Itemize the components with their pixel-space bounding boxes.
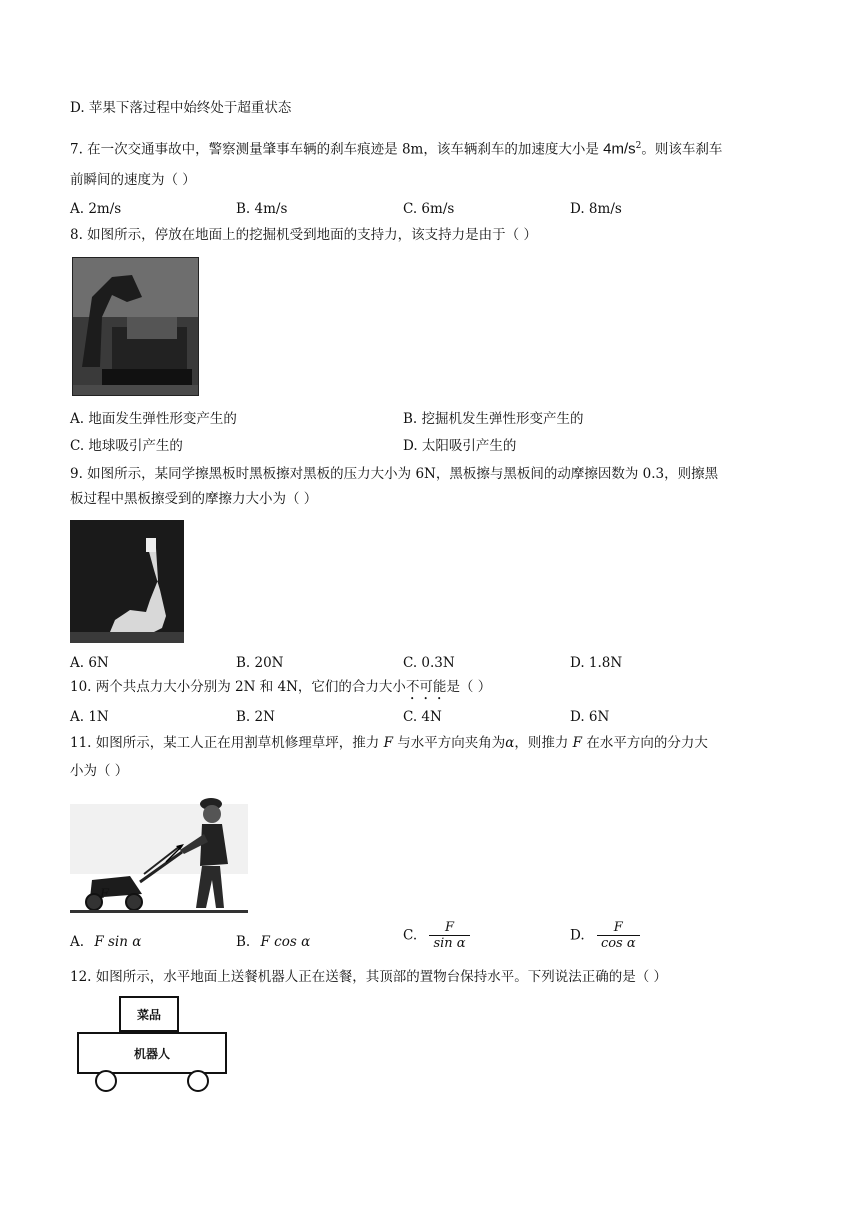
q9-stem-line1: 9. 如图所示，某同学擦黑板时黑板擦对黑板的压力大小为 6N，黑板擦与黑板间的动摩擦因数为 0.3，则擦黑 (70, 466, 719, 482)
q11-option-a-label: A. (70, 934, 85, 950)
q7-accel-exp: 2 (635, 141, 642, 151)
q8-option-d: D. 太阳吸引产生的 (403, 438, 517, 454)
q9-option-c: C. 0.3N (403, 655, 455, 671)
q11-stem-line1 (70, 734, 708, 752)
q11-option-b (236, 933, 310, 951)
q7-option-d: D. 8m/s (570, 201, 622, 217)
q11-option-a-expr: F sin α (94, 934, 142, 950)
q11-stem-line2: 小为（ ） (70, 763, 129, 779)
q7-option-c: C. 6m/s (403, 201, 455, 217)
q10-stem-pre: 10. 两个共点力大小分别为 2N 和 4N，它们的合力大小 (70, 679, 406, 695)
q9-option-a: A. 6N (70, 655, 109, 671)
robot-body-label: 机器人 (133, 1047, 171, 1061)
delivery-robot-diagram (74, 995, 234, 1097)
q11-force-f-2: F (572, 735, 583, 751)
q11-alpha: α (505, 735, 515, 751)
q11-option-c-label: C. (403, 927, 418, 944)
q11-option-c-fraction (429, 920, 469, 951)
q10-option-a: A. 1N (70, 709, 109, 725)
lawnmower-figure (70, 784, 248, 916)
q11-option-d-fraction (597, 920, 640, 951)
q11-option-d-label: D. (570, 927, 585, 944)
q10-option-b: B. 2N (236, 709, 275, 725)
q11-option-d-numerator: F (613, 920, 623, 935)
q11-option-b-expr: F cos α (260, 934, 311, 950)
q8-option-a: A. 地面发生弹性形变产生的 (70, 411, 237, 427)
q10-option-d: D. 6N (570, 709, 610, 725)
q6-option-d: D. 苹果下落过程中始终处于超重状态 (70, 100, 292, 116)
q11-stem-c: ，则推力 (514, 735, 573, 751)
q7-accel: 4m/s (603, 140, 636, 158)
q11-option-d (570, 920, 640, 951)
q7-stem-line2: 前瞬间的速度为（ ） (70, 172, 196, 188)
q10-stem (70, 678, 491, 703)
q7-option-a: A. 2m/s (70, 201, 122, 217)
robot-top-box-label: 菜品 (136, 1008, 162, 1022)
q11-stem-a: 11. 如图所示，某工人正在用割草机修理草坪，推力 (70, 735, 384, 751)
q8-option-b: B. 挖掘机发生弹性形变产生的 (403, 411, 584, 427)
q7-stem-post: 。则该车刹车 (641, 141, 723, 158)
q11-option-d-denominator: cos α (600, 936, 636, 951)
q11-option-a (70, 933, 141, 951)
q9-option-b: B. 20N (236, 655, 284, 671)
q9-stem-line2: 板过程中黑板擦受到的摩擦力大小为（ ） (70, 491, 318, 507)
q11-stem-d: 在水平方向的分力大 (582, 735, 708, 751)
q7-stem-pre: 7. 在一次交通事故中，警察测量肇事车辆的刹车痕迹是 8m，该车辆刹车的加速度大小是 (70, 141, 604, 158)
q7-stem-line1 (70, 137, 722, 159)
q10-option-c: C. 4N (403, 709, 442, 725)
q12-stem: 12. 如图所示，水平地面上送餐机器人正在送餐，其顶部的置物台保持水平。下列说法正确的是（ ） (70, 969, 668, 985)
q7-option-b: B. 4m/s (236, 201, 288, 217)
q11-option-b-label: B. (236, 934, 251, 950)
q8-stem: 8. 如图所示，停放在地面上的挖掘机受到地面的支持力，该支持力是由于（ ） (70, 227, 537, 243)
q11-figure-label-f: F (100, 887, 110, 902)
q11-option-c-denominator: sin α (433, 936, 466, 951)
excavator-photo (72, 257, 199, 396)
q11-stem-b: 与水平方向夹角为 (392, 735, 506, 751)
q9-option-d: D. 1.8N (570, 655, 623, 671)
q11-force-f: F (383, 735, 393, 751)
q11-option-c-numerator: F (444, 920, 455, 935)
q10-stem-post: 是（ ） (446, 679, 492, 695)
q10-stem-emphasis: 不可能 (405, 679, 447, 695)
q8-option-c: C. 地球吸引产生的 (70, 438, 183, 454)
blackboard-eraser-photo (70, 520, 184, 643)
q11-option-c (403, 920, 470, 951)
